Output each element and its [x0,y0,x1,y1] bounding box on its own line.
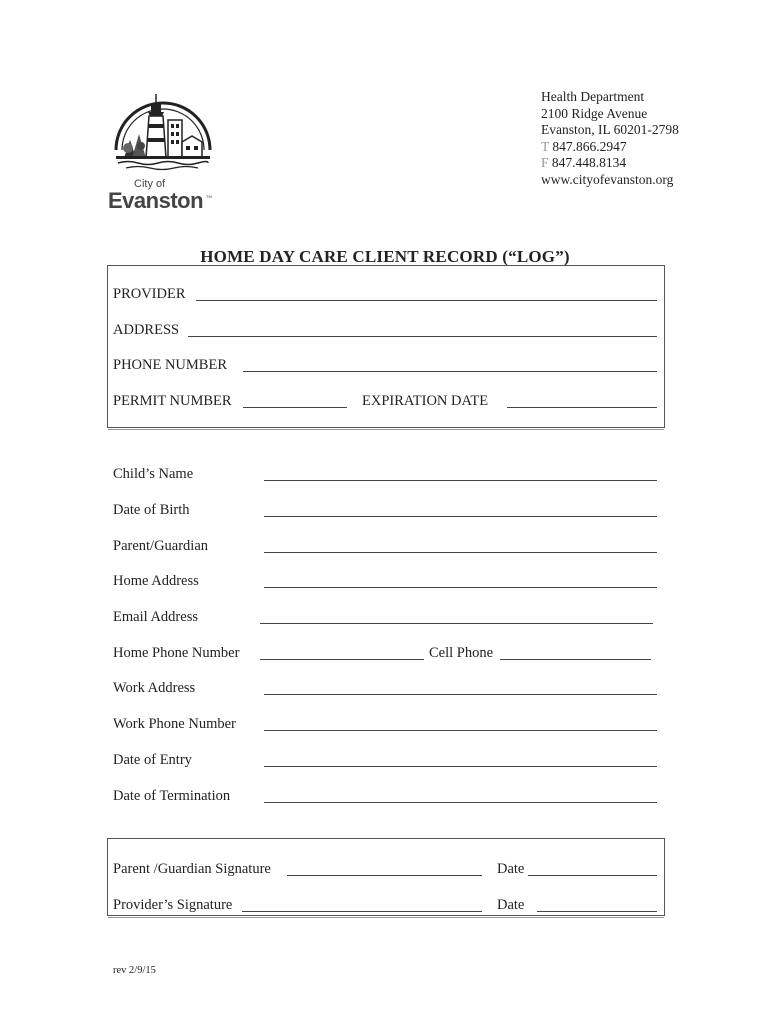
cell-phone-field[interactable] [500,659,651,660]
parent-date-field[interactable] [528,875,657,876]
fax-number: 847.448.8134 [548,155,627,170]
parent-guardian-field[interactable] [264,552,657,553]
logo-trademark: TM [206,194,212,199]
expiration-date-label: EXPIRATION DATE [362,393,489,409]
email-address-field[interactable] [260,623,653,624]
phone-line [541,139,679,156]
provider-field[interactable] [196,300,657,301]
fax-prefix: F [541,155,549,170]
date-of-entry-field[interactable] [264,766,657,767]
logo-city-of-text: City of [134,178,166,190]
permit-number-field[interactable] [243,407,347,408]
work-address-label: Work Address [113,680,196,696]
phone-number-label: PHONE NUMBER [113,357,227,373]
work-address-field[interactable] [264,694,657,695]
city-of-evanston-logo [108,90,218,215]
provider-signature-label: Provider’s Signature [113,897,233,913]
date-of-birth-field[interactable] [264,516,657,517]
website: www.cityofevanston.org [541,171,674,187]
email-address-label: Email Address [113,609,198,625]
permit-number-label: PERMIT NUMBER [113,393,232,409]
home-phone-field[interactable] [260,659,424,660]
expiration-date-field[interactable] [507,407,657,408]
fax-line [541,155,679,172]
parent-date-label: Date [497,861,525,877]
date-of-birth-label: Date of Birth [113,502,190,518]
date-of-termination-field[interactable] [264,802,657,803]
provider-label: PROVIDER [113,286,186,302]
parent-guardian-label: Parent/Guardian [113,538,209,554]
city-state-zip: Evanston, IL 60201-2798 [541,122,679,137]
form-title: HOME DAY CARE CLIENT RECORD (“LOG”) [200,247,570,266]
street-address: 2100 Ridge Avenue [541,105,648,121]
revision-date: rev 2/9/15 [113,965,156,976]
department-address-block [541,89,679,188]
work-phone-field[interactable] [264,730,657,731]
phone-prefix: T [541,138,550,154]
home-phone-label: Home Phone Number [113,645,240,661]
home-address-field[interactable] [264,587,657,588]
date-of-termination-label: Date of Termination [113,788,231,804]
phone-number-field[interactable] [243,371,657,372]
childs-name-field[interactable] [264,480,657,481]
home-address-label: Home Address [113,573,199,589]
address-field[interactable] [188,336,657,337]
parent-signature-label: Parent /Guardian Signature [113,861,271,877]
work-phone-label: Work Phone Number [113,716,236,732]
provider-signature-field[interactable] [242,911,482,912]
department-name: Health Department [541,89,645,104]
childs-name-label: Child’s Name [113,466,194,482]
provider-date-field[interactable] [537,911,657,912]
parent-signature-field[interactable] [287,875,482,876]
address-label: ADDRESS [113,322,180,338]
logo-evanston-text: Evanston [108,188,204,213]
date-of-entry-label: Date of Entry [113,752,192,768]
phone-number: 847.866.2947 [549,138,627,154]
provider-date-label: Date [497,897,525,913]
cell-phone-label: Cell Phone [429,645,494,661]
